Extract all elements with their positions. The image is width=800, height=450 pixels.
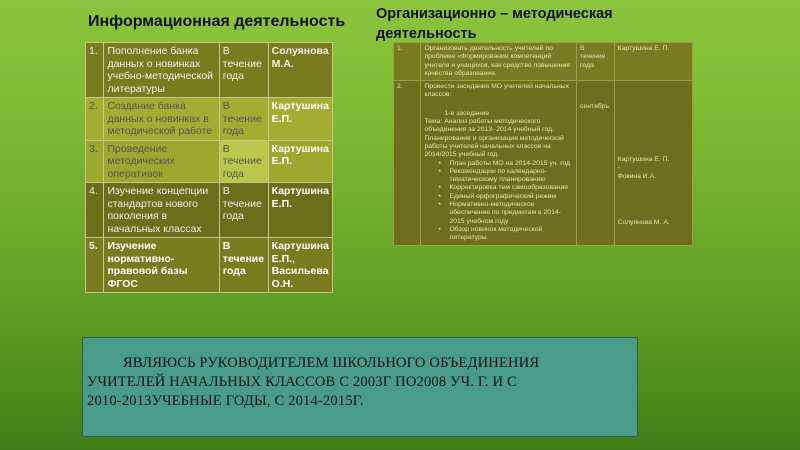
row-responsible: Картушина Е.П., Васильева О.Н.	[268, 238, 332, 293]
bullet-icon: •	[438, 192, 441, 200]
title-organizational-activity: Организационно – методическая деятельность	[376, 6, 613, 42]
bullet-icon: •	[438, 184, 441, 192]
information-activity-table	[85, 42, 333, 293]
row-task: Пополнение банка данных о новинках учебно-методической литературы	[104, 43, 219, 98]
row-period: В течение года	[219, 183, 268, 238]
row-task	[421, 81, 577, 245]
row-period: сентябрь	[577, 81, 615, 245]
row-period: В течение года	[219, 140, 268, 183]
list-item: • Единый орфографический режим	[438, 192, 557, 200]
list-item: • План работы МО на 2014-2015 уч. год	[438, 159, 570, 167]
row-number: 5.	[86, 238, 104, 293]
row-task: Проведение методических оперативок	[104, 140, 219, 183]
table-row	[86, 238, 333, 293]
table-row	[394, 43, 693, 81]
list-item: • Обзор новинок методической литературы	[438, 225, 543, 242]
table-row	[86, 140, 333, 183]
row-period: В течение года	[219, 43, 268, 98]
row-number: 2.	[86, 98, 104, 141]
bullet-icon: •	[438, 225, 441, 233]
table-row	[86, 43, 333, 98]
meeting-heading: Провести заседания МО учителей начальных классов:	[424, 83, 570, 99]
row-responsible: Картушина Е. П.	[614, 43, 692, 81]
row-responsible: Картушина Е.П.	[268, 98, 332, 141]
responsible-1: Картушина Е. П.	[617, 156, 670, 164]
row-responsible: Картушина Е.П.	[268, 140, 332, 183]
row-period: В течение года	[577, 43, 615, 81]
meeting-topic: Тема: Анализ работы методического объединения за 2013- 2014 учебный год. Планирование и организация методической работы учителей начальных классов на 2014/2015 учебный год.	[424, 118, 564, 159]
responsible-2: Фокина И.А.	[617, 172, 657, 180]
list-item: • Рекомендации по календарно-тематическому планированию	[438, 167, 547, 184]
title-information-activity: Информационная деятельность	[88, 13, 346, 30]
row-task: Организовать деятельность учителей по проблеме «Формирование компетенций учителя и учащихся, как средство повышения качества образования.	[421, 43, 577, 81]
list-item: • Корректировка тем самообразования	[438, 184, 568, 192]
row-number: 4.	[86, 183, 104, 238]
row-task: Создание банка данных о новинках в методической работе	[104, 98, 219, 141]
note-line: ЯВЛЯЮСЬ РУКОВОДИТЕЛЕМ ШКОЛЬНОГО ОБЪЕДИНЕНИЯ	[123, 355, 540, 371]
organizational-activity-table	[393, 42, 693, 246]
bullet-icon: •	[438, 201, 441, 209]
row-task: Изучение концепции стандартов нового поколения в начальных классах	[104, 183, 219, 238]
row-responsible: Солуянова М.А.	[268, 43, 332, 98]
note-line: 2010-2013УЧЕБНЫЕ ГОДЫ, С 2014-2015Г.	[87, 393, 364, 409]
table-row	[86, 183, 333, 238]
leadership-note-box	[82, 337, 638, 437]
table-row	[86, 98, 333, 141]
row-number: 2.	[394, 81, 421, 245]
row-number: 1.	[394, 43, 421, 81]
note-line: УЧИТЕЛЕЙ НАЧАЛЬНЫХ КЛАССОВ С 2003Г ПО2008 УЧ. Г. И С	[87, 374, 517, 390]
responsible-3: Солуянова М. А.	[617, 219, 670, 227]
table-row	[394, 81, 693, 245]
meeting-session: 1-е заседание	[444, 109, 490, 117]
row-number: 1.	[86, 43, 104, 98]
row-period: В течение года	[219, 238, 268, 293]
row-period: В течение года	[219, 98, 268, 141]
bullet-icon: •	[438, 159, 441, 167]
row-responsible: Картушина Е.П.	[268, 183, 332, 238]
row-number: 3.	[86, 140, 104, 183]
bullet-icon: •	[438, 167, 441, 175]
row-responsible	[614, 81, 692, 245]
row-task: Изучение нормативно-правовой базы ФГОС	[104, 238, 219, 293]
responsible-1-dash: -	[617, 164, 620, 172]
list-item: • Нормативно-методическое обеспечение по предметам в 2014-2015 учебном году	[438, 201, 561, 225]
